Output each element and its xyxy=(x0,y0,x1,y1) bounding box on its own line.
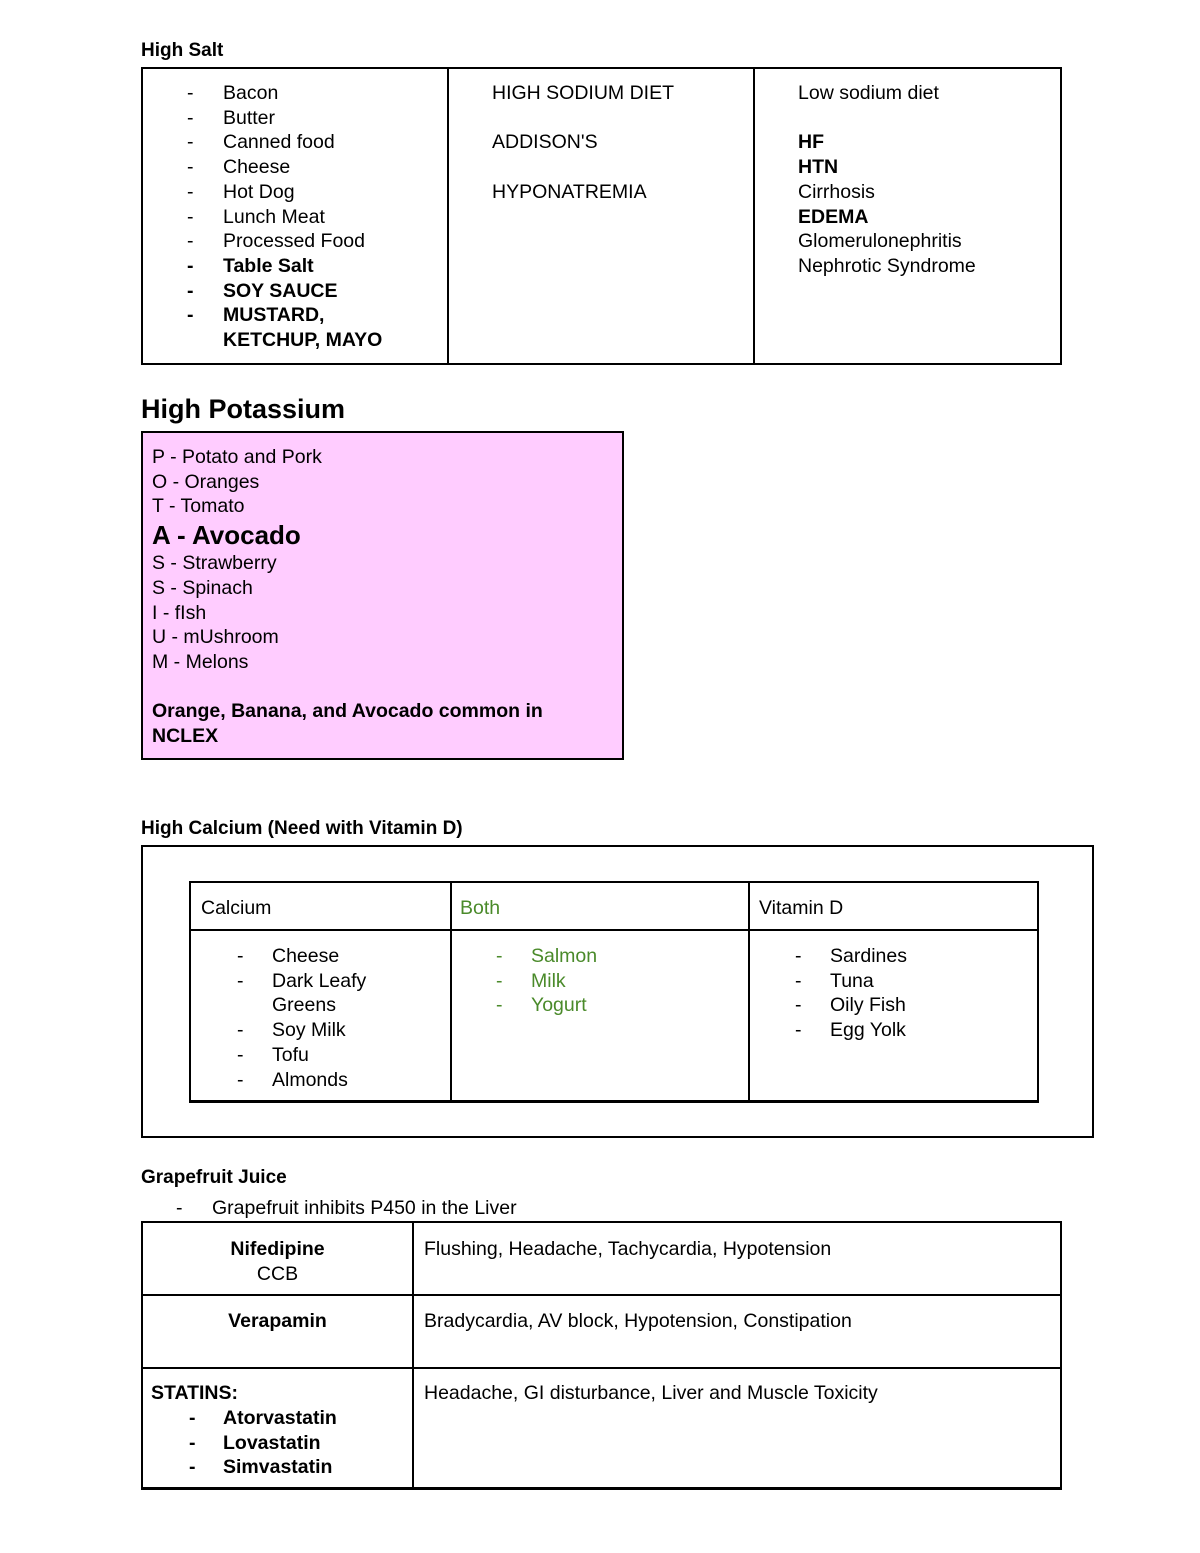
dash-bullet: - xyxy=(187,156,194,179)
drug-class-ccb: CCB xyxy=(256,1263,299,1285)
list-item-text: Table Salt xyxy=(223,254,314,277)
potassium-note-line1: Orange, Banana, and Avocado common in xyxy=(152,700,543,723)
high-salt-foods-list xyxy=(187,81,447,353)
calcium-food-item xyxy=(237,944,366,969)
vitamin-d-foods-list xyxy=(795,944,907,1043)
list-item-continuation: KETCHUP, MAYO xyxy=(223,329,383,352)
statins-list xyxy=(189,1406,337,1480)
dash-bullet: - xyxy=(496,994,503,1017)
calcium-food-item xyxy=(237,1043,366,1068)
dash-bullet: - xyxy=(795,945,802,967)
list-item-text: Tofu xyxy=(272,1043,309,1066)
vitamin-d-food-item xyxy=(795,1018,907,1043)
dash-bullet: - xyxy=(187,279,194,302)
dash-bullet: - xyxy=(795,1019,802,1042)
statin-item xyxy=(189,1406,337,1431)
list-item-text: Yogurt xyxy=(531,994,587,1017)
potassium-note-line2: NCLEX xyxy=(152,725,219,748)
high-sodium-cell xyxy=(449,69,753,363)
dash-bullet: - xyxy=(187,304,194,327)
list-item-text: Milk xyxy=(531,969,566,992)
list-item-text: Cheese xyxy=(223,156,291,179)
dash-bullet: - xyxy=(187,230,194,253)
column-divider xyxy=(748,883,750,1100)
high-sodium-list xyxy=(492,81,753,204)
list-item-text: Almonds xyxy=(272,1068,348,1091)
list-item-text: Cheese xyxy=(272,945,340,967)
dash-bullet: - xyxy=(187,254,194,277)
list-item-text: Hot Dog xyxy=(223,180,295,203)
low-sodium-condition: HTN xyxy=(798,156,839,179)
salt-food-item xyxy=(187,229,447,254)
salt-food-item xyxy=(187,155,447,180)
both-food-item xyxy=(496,944,597,969)
calcium-food-item xyxy=(237,1068,366,1093)
row-divider xyxy=(143,1294,1060,1296)
potassium-mnemonic-item: P - Potato and Pork xyxy=(152,446,322,468)
list-item-continuation: Greens xyxy=(272,994,336,1017)
list-item-text: Salmon xyxy=(531,945,598,967)
header-divider xyxy=(191,929,1037,931)
high-sodium-condition: ADDISON'S xyxy=(492,131,598,154)
salt-food-item xyxy=(187,180,447,205)
list-item-text: Egg Yolk xyxy=(830,1019,906,1042)
list-item-text: Oily Fish xyxy=(830,994,906,1017)
dash-bullet: - xyxy=(237,1043,244,1066)
low-sodium-condition: HF xyxy=(798,131,824,154)
high-salt-foods-cell xyxy=(143,69,447,363)
list-item-text: MUSTARD, xyxy=(223,304,325,327)
high-potassium-box xyxy=(141,431,624,760)
potassium-mnemonic-item: S - Strawberry xyxy=(152,552,277,575)
dash-bullet: - xyxy=(176,1197,183,1219)
dash-bullet: - xyxy=(795,969,802,992)
potassium-mnemonic-item: I - fIsh xyxy=(152,601,207,624)
dash-bullet: - xyxy=(187,205,194,228)
dash-bullet: - xyxy=(189,1431,196,1454)
list-item-text: Sardines xyxy=(830,945,907,967)
list-item-text: SOY SAUCE xyxy=(223,279,338,302)
grapefruit-table xyxy=(141,1221,1062,1490)
vitamin-d-food-item xyxy=(795,944,907,969)
drug-verapamin: Verapamin xyxy=(228,1310,327,1332)
dash-bullet: - xyxy=(237,945,244,967)
low-sodium-title: Low sodium diet xyxy=(798,82,939,104)
potassium-mnemonic-item: S - Spinach xyxy=(152,576,253,599)
salt-food-item xyxy=(187,106,447,131)
dash-bullet: - xyxy=(187,106,194,129)
potassium-mnemonic-item: U - mUshroom xyxy=(152,626,279,649)
dash-bullet: - xyxy=(189,1407,196,1429)
nifedipine-effects: Flushing, Headache, Tachycardia, Hypotension xyxy=(424,1238,832,1260)
calcium-foods-list xyxy=(237,944,366,1092)
list-item-text: Bacon xyxy=(223,82,279,104)
column-divider xyxy=(412,1223,414,1487)
high-calcium-outer-box xyxy=(141,845,1094,1138)
high-sodium-condition: HYPONATREMIA xyxy=(492,180,647,203)
list-item-text: Canned food xyxy=(223,131,335,154)
potassium-mnemonic-item: A - Avocado xyxy=(152,520,301,551)
vitamin-d-header: Vitamin D xyxy=(759,897,844,919)
potassium-mnemonic-item: T - Tomato xyxy=(152,495,245,518)
vitamin-d-food-item xyxy=(795,993,907,1018)
low-sodium-cell xyxy=(755,69,1061,363)
high-sodium-condition: HIGH SODIUM DIET xyxy=(492,82,675,104)
statin-item xyxy=(189,1455,337,1480)
high-salt-table xyxy=(141,67,1062,365)
dash-bullet: - xyxy=(187,131,194,154)
list-item-text: Lunch Meat xyxy=(223,205,325,228)
vitamin-d-food-item xyxy=(795,969,907,994)
high-calcium-title: High Calcium (Need with Vitamin D) xyxy=(141,818,463,839)
both-food-item xyxy=(496,969,597,994)
dash-bullet: - xyxy=(237,1019,244,1042)
low-sodium-condition: EDEMA xyxy=(798,205,869,228)
row-divider xyxy=(143,1367,1060,1369)
dash-bullet: - xyxy=(187,82,194,104)
statin-item xyxy=(189,1431,337,1456)
list-item-text: Simvastatin xyxy=(223,1456,333,1479)
salt-food-item xyxy=(187,303,447,352)
salt-food-item xyxy=(187,81,447,106)
both-header: Both xyxy=(460,897,501,919)
dash-bullet: - xyxy=(496,945,503,967)
list-item-text: Soy Milk xyxy=(272,1019,346,1042)
high-potassium-title: High Potassium xyxy=(141,394,346,424)
potassium-mnemonic-list xyxy=(152,445,622,675)
calcium-header: Calcium xyxy=(201,897,272,919)
statins-effects: Headache, GI disturbance, Liver and Muscle Toxicity xyxy=(424,1382,878,1404)
salt-food-item xyxy=(187,254,447,279)
potassium-mnemonic-item: M - Melons xyxy=(152,650,249,673)
list-item-text: Butter xyxy=(223,106,276,129)
dash-bullet: - xyxy=(189,1456,196,1479)
salt-food-item xyxy=(187,205,447,230)
low-sodium-condition: Nephrotic Syndrome xyxy=(798,254,976,277)
dash-bullet: - xyxy=(795,994,802,1017)
calcium-food-item xyxy=(237,969,366,1018)
low-sodium-list xyxy=(798,130,1061,278)
list-item-text: Tuna xyxy=(830,969,874,992)
dash-bullet: - xyxy=(237,1068,244,1091)
salt-food-item xyxy=(187,130,447,155)
both-foods-list xyxy=(496,944,597,1018)
dash-bullet: - xyxy=(496,969,503,992)
potassium-mnemonic-item: O - Oranges xyxy=(152,470,260,493)
grapefruit-title: Grapefruit Juice xyxy=(141,1167,287,1188)
column-divider xyxy=(450,883,452,1100)
calcium-table xyxy=(189,881,1039,1103)
low-sodium-condition: Cirrhosis xyxy=(798,180,875,203)
dash-bullet: - xyxy=(187,180,194,203)
verapamin-effects: Bradycardia, AV block, Hypotension, Constipation xyxy=(424,1310,852,1332)
list-item-text: Dark Leafy xyxy=(272,969,367,992)
dash-bullet: - xyxy=(237,969,244,992)
list-item-text: Atorvastatin xyxy=(223,1407,337,1429)
list-item-text: Lovastatin xyxy=(223,1431,321,1454)
grapefruit-note xyxy=(176,1196,517,1221)
list-item-text: Processed Food xyxy=(223,230,365,253)
low-sodium-condition: Glomerulonephritis xyxy=(798,230,962,253)
salt-food-item xyxy=(187,279,447,304)
calcium-food-item xyxy=(237,1018,366,1043)
drug-nifedipine: Nifedipine xyxy=(230,1238,325,1260)
statins-label: STATINS: xyxy=(151,1382,239,1404)
both-food-item xyxy=(496,993,597,1018)
high-salt-title: High Salt xyxy=(141,40,224,61)
grapefruit-note-text: Grapefruit inhibits P450 in the Liver xyxy=(212,1197,517,1219)
